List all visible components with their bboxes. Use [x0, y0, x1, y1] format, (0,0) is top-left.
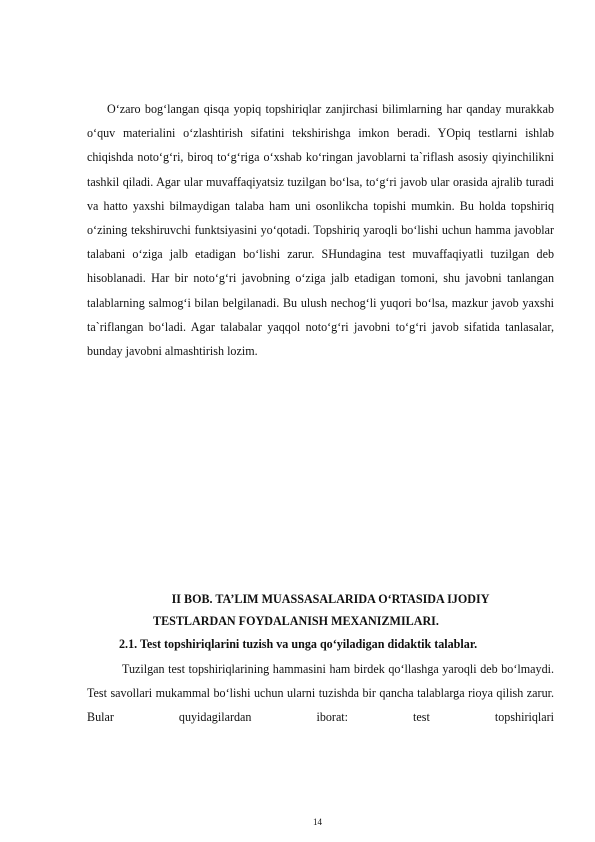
chapter-title-line-1: II BOB. TA’LIM MUASSASALARIDA O‘RTASIDA IJODIY: [171, 592, 490, 606]
chapter-title-line-2: TESTLARDAN FOYDALANISH MEXANIZMILARI.: [153, 614, 439, 628]
body-paragraph-intro: O‘zaro bog‘langan qisqa yopiq topshiriqlar zanjirchasi bilimlarning har qanday murakkab o‘quv materialini o‘zlashtirish sifatini tekshirishga imkon beradi. YOpiq testlarni ishlab chiqishda noto‘g‘ri, biroq to‘g‘riga o‘xshab ko‘ringan javoblarni ta`riflash asosiy qiyinchilikni tashkil qiladi. Agar ular muvaffaqiyatsiz tuzilgan bo‘lsa, to‘g‘ri javob ular orasida ajralib turadi va hatto yaxshi bilmaydigan talaba ham uni osonlikcha topishi mumkin. Bu holda topshiriq o‘zining tekshiruvchi funktsiyasini yo‘qotadi. Topshiriq yaroqli bo‘lishi uchun hamma javoblar talabani o‘ziga jalb etadigan bo‘lishi zarur. SHundagina test muvaffaqiyatli tuzilgan deb hisoblanadi. Har bir noto‘g‘ri javobning o‘ziga jalb etadigan tomoni, shu javobni tanlangan talablarning salmog‘i bilan belgilanadi. Bu ulush nechog‘li yuqori bo‘lsa, mazkur javob yaxshi ta`riflangan bo‘ladi. Agar talabalar yaqqol noto‘g‘ri javobni to‘g‘ri javob sifatida tanlasalar, bunday javobni almashtirish lozim.: [87, 102, 554, 359]
section-heading: 2.1. Test topshiriqlarini tuzish va unga qo‘yiladigan didaktik talablar.: [119, 637, 478, 651]
body-paragraph-section: Tuzilgan test topshiriqlarining hammasini ham birdek qo‘llashga yaroqli deb bo‘lmaydi. Test savollari mukammal bo‘lishi uchun ularni tuzishda bir qancha talablarga rioya qilish zarur. Bular quyidagilardan iborat: test topshiriqlari: [87, 662, 554, 725]
page-number: 14: [313, 817, 322, 827]
